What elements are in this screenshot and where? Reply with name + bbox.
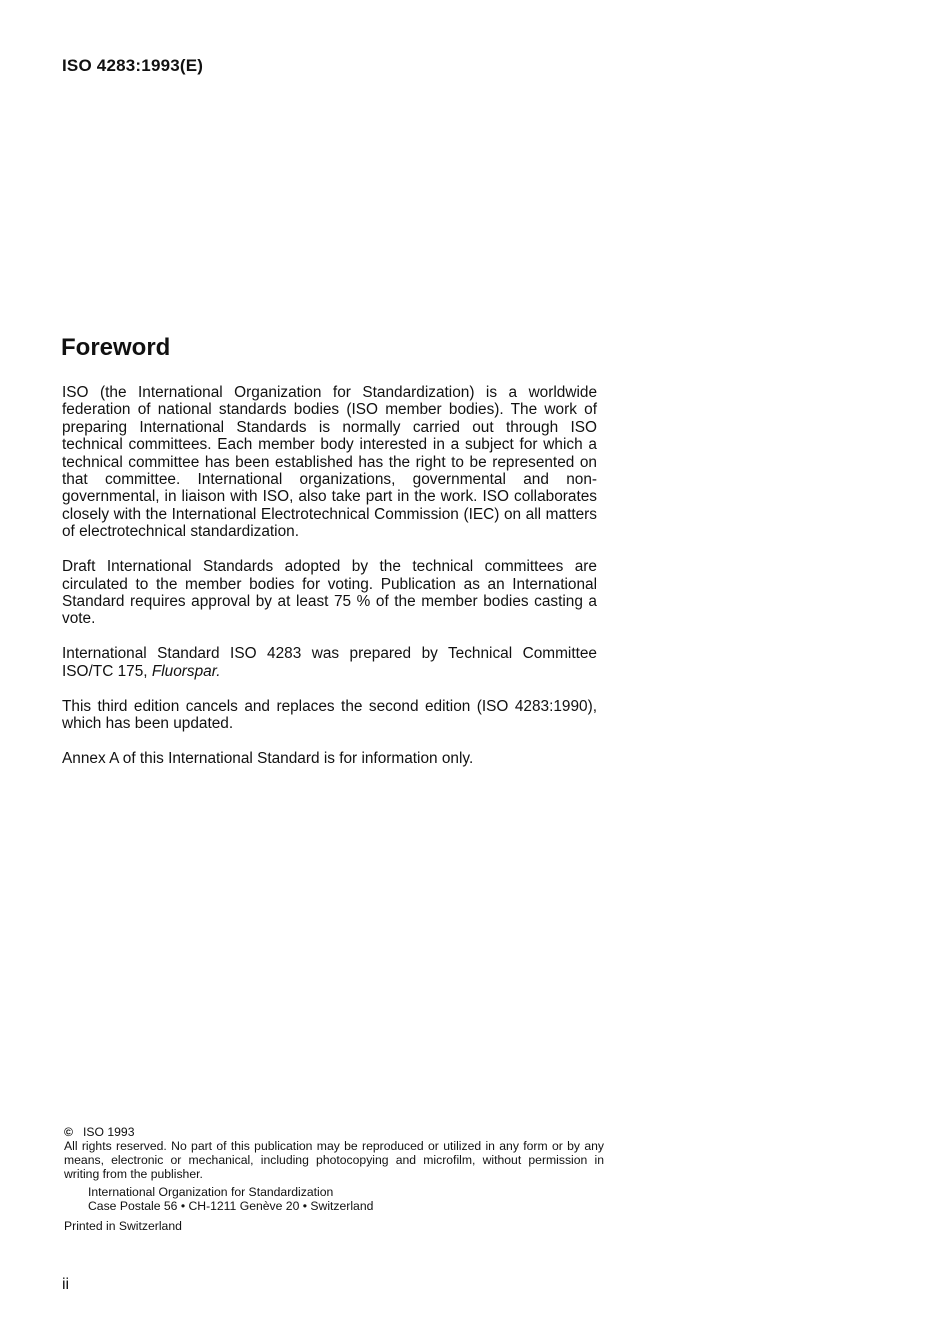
prepared-by-text: International Standard ISO 4283 was prepared by Technical Committee ISO/TC 175, bbox=[62, 645, 597, 680]
copyright-block bbox=[64, 1125, 604, 1233]
publisher-name: International Organization for Standardization bbox=[88, 1185, 334, 1199]
copyright-icon: © bbox=[64, 1125, 73, 1139]
rights-statement: All rights reserved. No part of this publication may be reproduced or utilized in any form or by any means, electronic or mechanical, including photocopying and microfilm, without permission in writing from the publisher. bbox=[64, 1139, 604, 1181]
publisher-postal-address: Case Postale 56 • CH-1211 Genève 20 • Switzerland bbox=[88, 1199, 374, 1213]
page-number: ii bbox=[62, 1276, 70, 1293]
foreword-paragraph-voting: Draft International Standards adopted by the technical committees are circulated to the member bodies for voting. Publication as an International Standard requires approval by at least 75 % of the member bodies casting a vote. bbox=[62, 558, 597, 628]
foreword-heading: Foreword bbox=[61, 334, 171, 361]
printed-in: Printed in Switzerland bbox=[64, 1219, 182, 1233]
publisher-address bbox=[88, 1185, 604, 1213]
committee-name: Fluorspar. bbox=[151, 662, 221, 680]
foreword-paragraph-committee bbox=[62, 645, 597, 680]
copyright-year: ISO 1993 bbox=[82, 1125, 135, 1139]
foreword-paragraph-iso: ISO (the International Organization for Standardization) is a worldwide federation of national standards bodies (ISO member bodies). The work of preparing International Standards is normally carried out through ISO technical committees. Each member body interested in a subject for which a technical committee has been established has the right to be represented on that committee. International organizations, governmental and non-governmental, in liaison with ISO, also take part in the work. ISO collaborates closely with the International Electrotechnical Commission (IEC) on all matters of electrotechnical standardization. bbox=[62, 384, 597, 541]
copyright-line bbox=[64, 1125, 604, 1139]
foreword-paragraph-edition: This third edition cancels and replaces the second edition (ISO 4283:1990), which has been updated. bbox=[62, 697, 597, 733]
foreword-body bbox=[62, 384, 597, 768]
foreword-paragraph-annex: Annex A of this International Standard is for information only. bbox=[62, 750, 474, 768]
document-identifier: ISO 4283:1993(E) bbox=[62, 56, 204, 75]
